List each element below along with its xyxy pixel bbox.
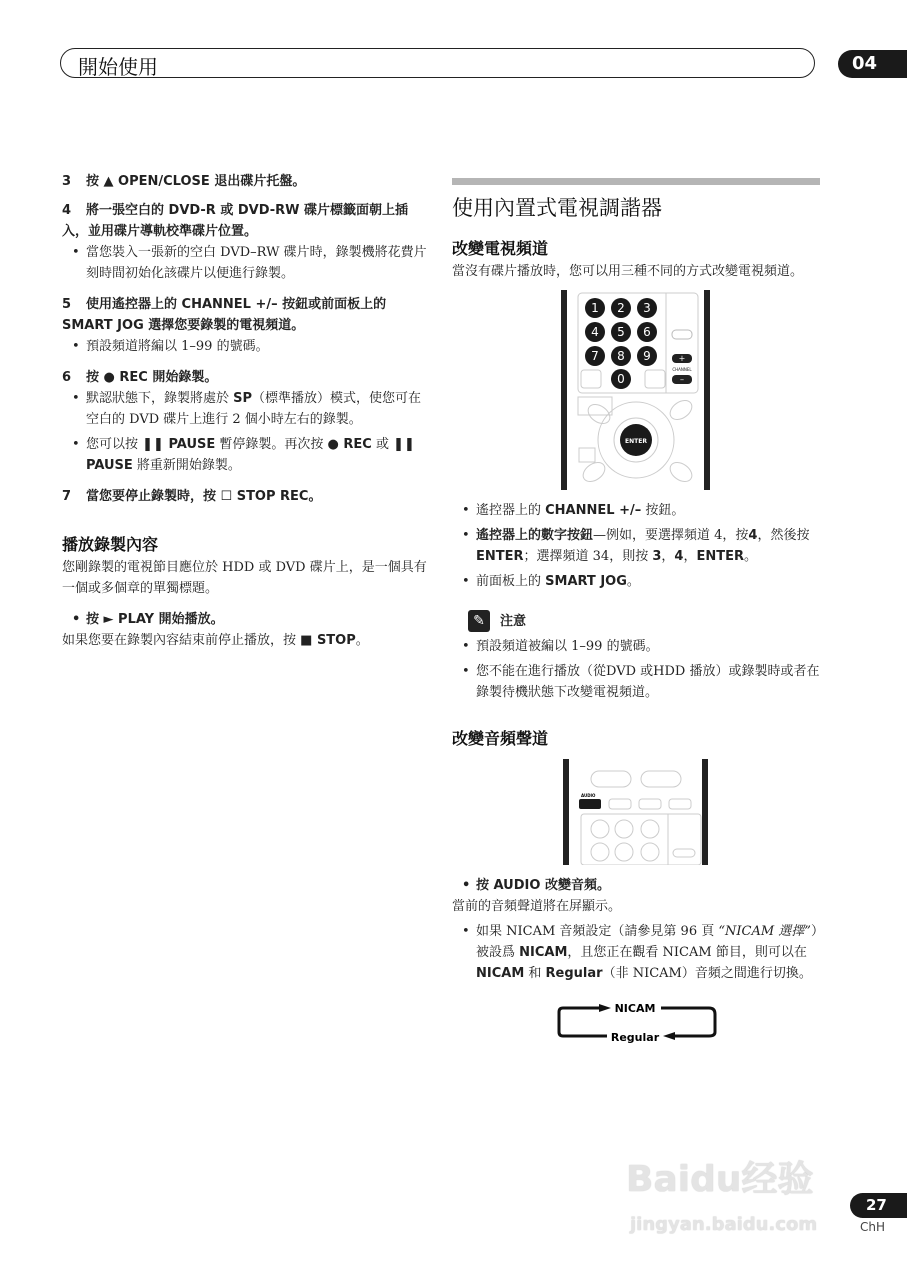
note-title: 注意 <box>500 613 527 629</box>
digit-label: 5 <box>617 325 625 339</box>
step-6 <box>62 367 434 388</box>
text-run: NICAM <box>476 966 525 981</box>
text-run: 按 AUDIO 改變音頻。 <box>476 878 610 893</box>
playback-paragraph-2 <box>62 630 434 651</box>
audio-button <box>579 799 601 809</box>
page-number: 27 <box>850 1193 907 1218</box>
text-run: ， <box>683 549 697 564</box>
text-run: 您可以按 <box>86 437 143 452</box>
digit-label: 2 <box>617 301 625 315</box>
text-run: 默認狀態下，錄製將處於 <box>86 391 234 406</box>
chapter-badge: 04 <box>838 50 907 78</box>
text-run: 。 <box>744 549 758 564</box>
channel-minus-label: – <box>680 375 684 384</box>
text-run: 當沒有碟片播放時，您可以用三種不同的方式改變電視頻道。 <box>452 264 804 279</box>
remote-audio-illustration <box>561 759 711 865</box>
text-run: 當您要停止錄製時，按 ☐ STOP REC。 <box>86 489 322 504</box>
text-run: ■ STOP <box>300 633 356 648</box>
playback-heading: 播放錄製內容 <box>62 535 159 554</box>
digit-label: 9 <box>643 349 651 363</box>
text-run: ，然後按 <box>757 528 810 543</box>
digit-label: 8 <box>617 349 625 363</box>
note-1 <box>452 636 820 657</box>
text-run: 預設頻道將編以 1–99 的號碼。 <box>86 339 269 354</box>
step-number: 5 <box>62 297 72 312</box>
text-run: 按 ● REC 開始錄製。 <box>86 370 218 385</box>
text-run: ❚❚ PAUSE <box>142 437 216 452</box>
text-run: 當您裝入一張新的空白 DVD–RW 碟片時，錄製機將花費片刻時間初始化該碟片以便進行錄製。 <box>86 245 427 281</box>
text-run: 遙控器上的數字按鈕 <box>476 528 594 543</box>
step-5 <box>62 294 434 336</box>
text-run: 您不能在進行播放（從DVD 或HDD 播放）或錄製時或者在錄製待機狀態下改變電視頻道。 <box>476 664 820 700</box>
text-run: Regular <box>545 966 603 981</box>
text-run: 3 <box>652 549 662 564</box>
step-5-bullet <box>62 336 434 357</box>
text-run: 或 <box>371 437 394 452</box>
text-run: ，且您正在觀看 NICAM 節目，則可以在 <box>567 945 807 960</box>
watermark-url: jingyan.baidu.com <box>630 1214 818 1235</box>
watermark-logo: Baidu经验 <box>626 1159 814 1200</box>
text-run: （非 NICAM）音頻之間進行切換。 <box>602 966 812 981</box>
digit-label: 7 <box>591 349 599 363</box>
text-run: （標準播放）模式，使您可在空白的 DVD 碟片上進行 2 個小時左右的錄製。 <box>86 391 422 427</box>
regular-label: Regular <box>610 1031 660 1044</box>
change-channel-heading: 改變電視頻道 <box>452 239 549 258</box>
text-run: NICAM <box>519 945 568 960</box>
text-run: CHANNEL +/– <box>545 503 642 518</box>
channel-plus-label: + <box>678 354 686 363</box>
text-run: ， <box>661 549 675 564</box>
text-run: ENTER <box>696 549 744 564</box>
audio-heading: 改變音頻聲道 <box>452 729 549 748</box>
text-run: 按鈕。 <box>641 503 685 518</box>
text-run: 前面板上的 <box>476 574 546 589</box>
text-run: 按 ► PLAY 開始播放。 <box>86 612 224 627</box>
step-number: 3 <box>62 174 72 189</box>
text-run: 將一張空白的 DVD-R 或 DVD-RW 碟片標籤面朝上插入，並用碟片導軌校準碟片位置。 <box>62 203 409 239</box>
text-run: 如果您要在錄製內容結束前停止播放，按 <box>62 633 301 648</box>
text-run: “NICAM 選擇” <box>718 924 811 939</box>
text-run: 暫停錄製。再次按 <box>215 437 328 452</box>
section-divider <box>452 178 820 185</box>
text-run: 和 <box>524 966 546 981</box>
page-section-title: 開始使用 <box>78 55 158 79</box>
text-run: 按 ▲ OPEN/CLOSE 退出碟片托盤。 <box>86 174 306 189</box>
text-run: 如果 NICAM 音頻設定（請參見第 96 頁 <box>476 924 719 939</box>
text-run: 當前的音頻聲道將在屏顯示。 <box>452 899 622 914</box>
audio-bullet <box>452 875 820 896</box>
digit-label: 3 <box>643 301 651 315</box>
note-2 <box>452 661 820 703</box>
language-code: ChH <box>860 1220 886 1234</box>
right-column <box>452 178 820 1046</box>
nicam-label: NICAM <box>614 1002 656 1015</box>
text-run: ）被設爲 <box>476 924 818 960</box>
step-7 <box>62 486 434 507</box>
digit-label: 6 <box>643 325 651 339</box>
channel-method-3 <box>452 571 820 592</box>
text-run: 您剛錄製的電視節目應位於 HDD 或 DVD 碟片上，是一個具有一個或多個章的單獨標題。 <box>62 560 427 596</box>
channel-method-1 <box>452 500 820 521</box>
left-column <box>62 171 434 651</box>
step-4 <box>62 200 434 242</box>
digit-label: 0 <box>617 372 625 386</box>
step-number: 7 <box>62 489 72 504</box>
text-run: 。 <box>626 574 640 589</box>
audio-sub-bullet <box>452 921 820 984</box>
pencil-icon: ✎ <box>468 610 490 632</box>
text-run: ● REC <box>327 437 372 452</box>
audio-paragraph <box>452 896 820 917</box>
playback-bullet <box>62 609 434 630</box>
text-run: —例如，要選擇頻道 4，按 <box>593 528 749 543</box>
step-number: 6 <box>62 370 72 385</box>
text-run: ❚❚ PAUSE <box>86 437 415 473</box>
text-run: 。 <box>355 633 369 648</box>
text-run: 遙控器上的 <box>476 503 546 518</box>
text-run: 將重新開始錄製。 <box>132 458 241 473</box>
playback-paragraph <box>62 557 434 599</box>
text-run: 4 <box>748 528 758 543</box>
digit-label: 1 <box>591 301 599 315</box>
change-channel-paragraph <box>452 261 820 282</box>
text-run: SP <box>233 391 253 406</box>
step-6-bullet-2 <box>62 434 434 476</box>
channel-method-2 <box>452 525 820 567</box>
text-run: 4 <box>674 549 684 564</box>
text-run: 預設頻道被編以 1–99 的號碼。 <box>476 639 659 654</box>
step-4-bullet <box>62 242 434 284</box>
note-header <box>468 610 820 632</box>
digit-label: 4 <box>591 325 599 339</box>
nicam-regular-cycle-diagram <box>549 998 723 1046</box>
channel-label: CHANNEL <box>672 367 692 372</box>
enter-label: ENTER <box>625 438 647 445</box>
section-title: 使用內置式電視調諧器 <box>452 196 662 220</box>
text-run: 使用遙控器上的 CHANNEL +/– 按鈕或前面板上的 SMART JOG 選擇您要錄製的電視頻道。 <box>62 297 387 333</box>
header-bar <box>60 48 815 78</box>
text-run: ；選擇頻道 34，則按 <box>523 549 653 564</box>
text-run: SMART JOG <box>545 574 627 589</box>
step-number: 4 <box>62 203 72 218</box>
remote-control-illustration <box>561 290 711 490</box>
audio-label: AUDIO <box>581 793 596 798</box>
step-3 <box>62 171 434 192</box>
step-6-bullet-1 <box>62 388 434 430</box>
text-run: ENTER <box>476 549 524 564</box>
